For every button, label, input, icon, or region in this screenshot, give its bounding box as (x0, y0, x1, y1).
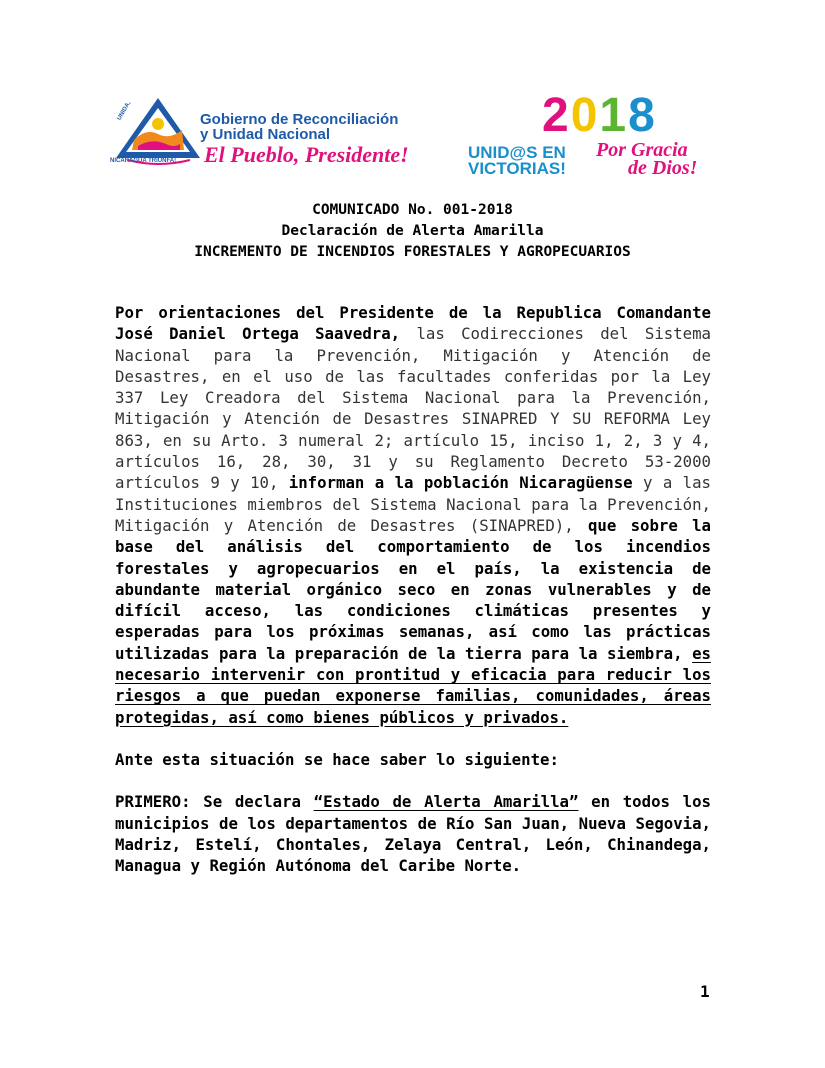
year-2018: 2018 (542, 89, 657, 142)
paragraph-main (115, 302, 711, 728)
main-bold-1: Por orientaciones del Presidente de la Republica Comandante José Daniel Ortega Saavedra, (115, 303, 711, 344)
communique-title (0, 200, 825, 263)
paragraph-announcement: Ante esta situación se hace saber lo siguiente: (115, 749, 559, 769)
government-logo (108, 94, 448, 174)
paragraph-primero (115, 791, 711, 876)
gov-name-line2: y Unidad Nacional (200, 126, 331, 143)
title-declaration: Declaración de Alerta Amarilla (281, 223, 544, 239)
main-text-2: y a las Instituciones miembros del Sistema Nacional para la Prevención, Mitigación y Atención de Desastres (SINAPRED), (115, 473, 711, 535)
slogan-script1: Por Gracia (596, 139, 688, 161)
main-underlined: es necesario intervenir con prontitud y eficacia para reducir los riesgos a que puedan exponerse familias, comunidades, áreas protegidas, así como bienes públicos y privados. (115, 643, 711, 727)
slogan-line2: VICTORIAS! (468, 159, 566, 178)
slogan-line1: UNID@S EN (468, 143, 566, 162)
document-header (108, 89, 708, 182)
gov-name-line1: Gobierno de Reconciliación (200, 111, 399, 128)
campaign-2018-logo (468, 89, 708, 182)
seal-text-top: UNIDA, (116, 100, 133, 122)
seal-text-bottom: NICARAGUA TRIUNFA! (110, 158, 177, 164)
title-subject: INCREMENTO DE INCENDIOS FORESTALES Y AGROPECUARIOS (194, 244, 631, 260)
title-number: COMUNICADO No. 001-2018 (312, 202, 513, 218)
main-bold-3: que sobre la base del análisis del comportamiento de los incendios forestales y agropecuarios en el país, la existencia de abundante material orgánico seco en zonas vulnerables y de difícil acceso, las condiciones climáticas presentes y esperadas para los próximas semanas, así como las prácticas utilizadas para la preparación de la tierra para la siembra, (115, 515, 711, 663)
slogan-script2: de Dios! (628, 157, 698, 179)
main-bold-2: informan a la población Nicaragüense (288, 473, 633, 493)
primero-rest: en todos los municipios de los departamentos de Río San Juan, Nueva Segovia, Madriz, Estelí, Chontales, Zelaya Central, León, Chinandega, Managua y Región Autónoma del Caribe Norte. (115, 792, 711, 876)
primero-underlined: “Estado de Alerta Amarilla” (313, 792, 579, 812)
page-number: 1 (700, 982, 710, 1001)
gov-slogan: El Pueblo, Presidente! (204, 142, 409, 167)
main-text-1: las Codirecciones del Sistema Nacional para la Prevención, Mitigación y Atención de Desastres, en el uso de las facultades conferidas por la Ley 337 Ley Creadora del Sistema Nacional para la Prevención, Mitigación y Atención de Desastres SINAPRED Y SU REFORMA Ley 863, en su Arto. 3 numeral 2; artículo 15, inciso 1, 2, 3 y 4, artículos 16, 28, 30, 31 y su Reglamento Decreto 53-2000 artículos 9 y 10, (115, 324, 711, 493)
primero-lead: PRIMERO: Se declara (115, 792, 314, 812)
communique-body (115, 302, 711, 897)
